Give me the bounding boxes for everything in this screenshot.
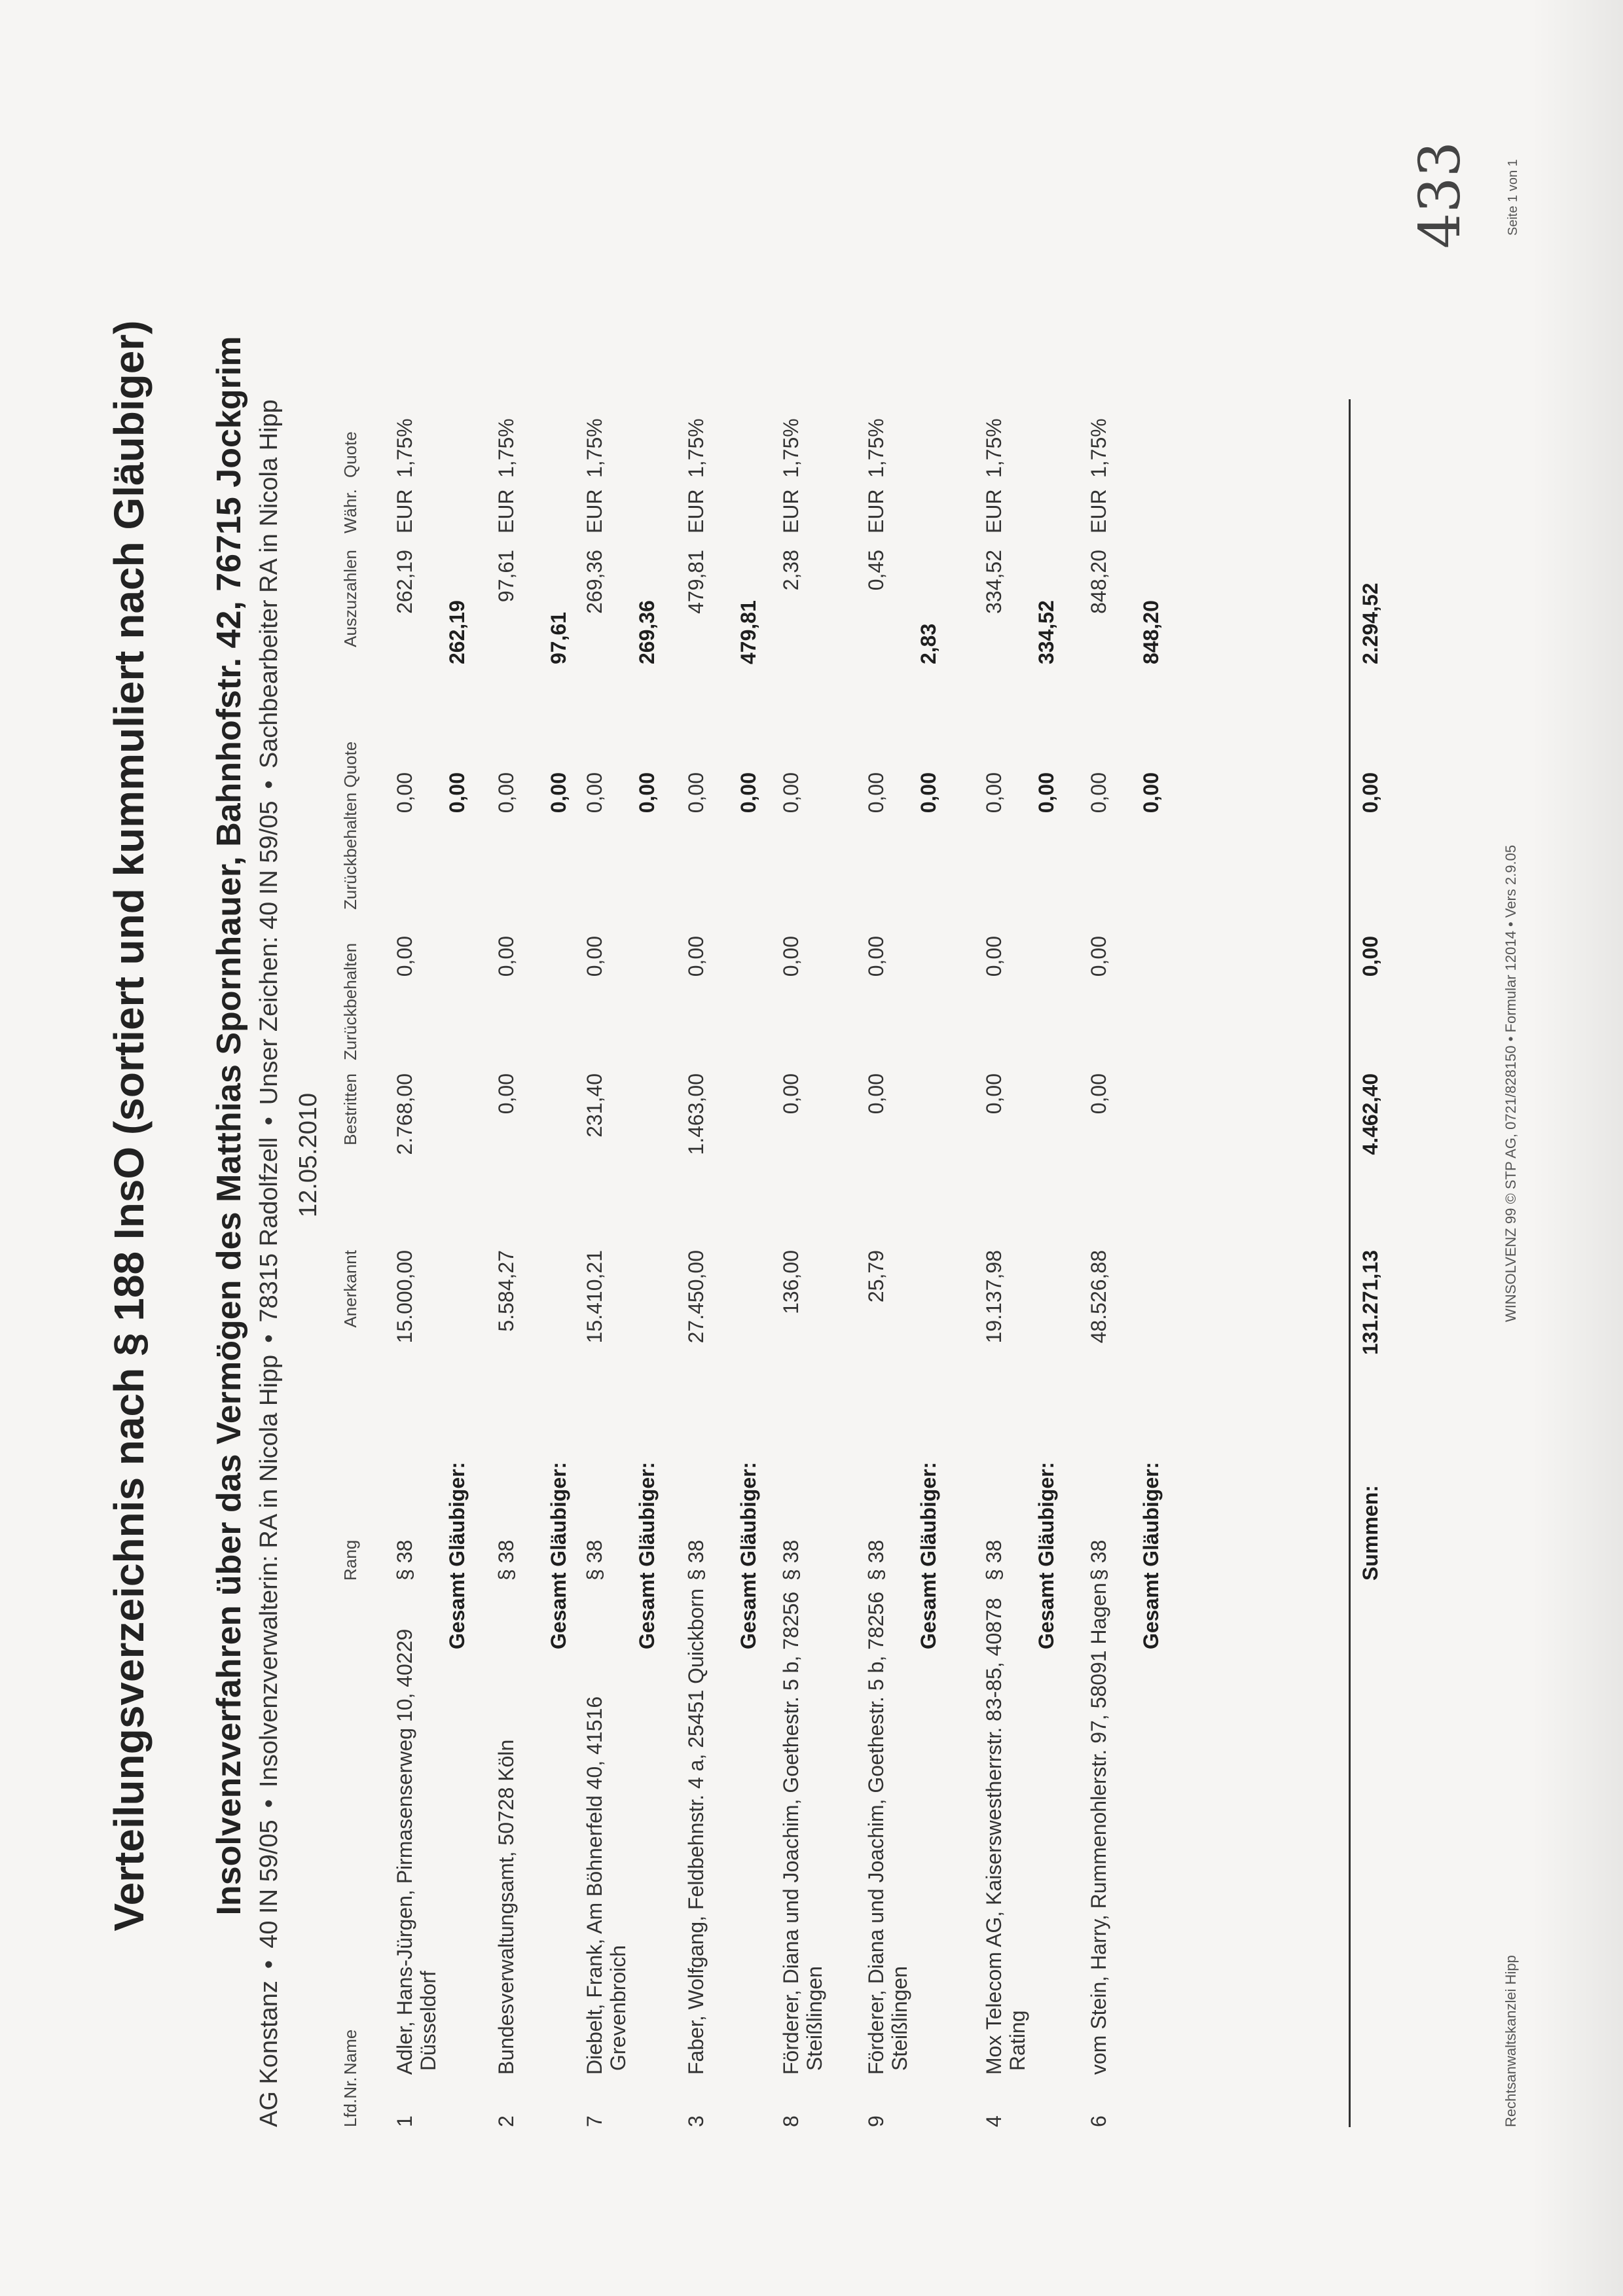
header-quote: Quote <box>340 431 360 478</box>
row-number: 2 <box>494 2115 518 2127</box>
auszuzahlen-value: 848,20 <box>1087 550 1110 614</box>
creditor-city: Düsseldorf <box>416 1971 440 2071</box>
quote-value: 1,75% <box>982 418 1006 478</box>
header-name: Name <box>340 2029 360 2075</box>
case-number: 40 IN 59/05 <box>255 1820 283 1948</box>
creditor-total-auszuzahlen: 848,20 <box>1139 600 1163 664</box>
quote-value: 1,75% <box>684 418 708 478</box>
quote-value: 1,75% <box>583 418 606 478</box>
creditor-total-quote: 0,00 <box>635 772 659 814</box>
anerkannt-value: 25,79 <box>864 1250 888 1303</box>
row-number: 8 <box>779 2115 803 2127</box>
anerkannt-value: 27.450,00 <box>684 1250 708 1344</box>
zurueckbehalten-value: 0,00 <box>583 936 606 977</box>
header-bestritten: Bestritten <box>340 1073 360 1145</box>
row-number: 1 <box>393 2115 416 2127</box>
zurueckbehalten-quote-value: 0,00 <box>1087 772 1110 814</box>
zurueckbehalten-value: 0,00 <box>864 936 888 977</box>
creditor-name: Mox Telecom AG, Kaiserswestherrstr. 83-85, 40878 <box>982 1598 1006 2075</box>
header-lfd: Lfd.Nr. <box>340 2077 360 2127</box>
zurueckbehalten-quote-value: 0,00 <box>583 772 606 814</box>
creditor-total-quote: 0,00 <box>917 772 940 814</box>
zurueckbehalten-value: 0,00 <box>779 936 803 977</box>
sum-zurueckbehalten-quote: 0,00 <box>1359 772 1382 814</box>
header-rang: Rang <box>340 1539 360 1581</box>
zurueckbehalten-quote-value: 0,00 <box>864 772 888 814</box>
creditor-total-label: Gesamt Gläubiger: <box>445 1462 469 1649</box>
bestritten-value: 0,00 <box>864 1073 888 1115</box>
creditor-total-auszuzahlen: 479,81 <box>737 600 760 664</box>
rank: § 38 <box>1087 1539 1110 1581</box>
creditor-name: Förderer, Diana und Joachim, Goethestr. 5 b, 78256 <box>779 1591 803 2075</box>
document-subtitle: Insolvenzverfahren über das Vermögen des Matthias Spornhauer, Bahnhofstr. 42, 76715 Jockgrim <box>210 336 248 1916</box>
creditor-city: Grevenbroich <box>606 1945 630 2071</box>
auszuzahlen-value: 2,38 <box>779 550 803 591</box>
handwritten-page-number: 433 <box>1408 141 1473 249</box>
creditor-total-auszuzahlen: 262,19 <box>445 600 469 664</box>
anerkannt-value: 15.410,21 <box>583 1250 606 1344</box>
quote-value: 1,75% <box>1087 418 1110 478</box>
currency: EUR <box>583 489 606 533</box>
row-number: 9 <box>864 2115 888 2127</box>
bestritten-value: 2.768,00 <box>393 1073 416 1155</box>
creditor-total-auszuzahlen: 2,83 <box>917 623 940 664</box>
rank: § 38 <box>779 1539 803 1581</box>
creditor-total-label: Gesamt Gläubiger: <box>1139 1462 1163 1649</box>
rank: § 38 <box>864 1539 888 1581</box>
creditor-total-auszuzahlen: 334,52 <box>1034 600 1058 664</box>
currency: EUR <box>684 489 708 533</box>
currency: EUR <box>494 489 518 533</box>
clerk: Sachbearbeiter RA in Nicola Hipp <box>255 399 283 769</box>
rotated-page <box>39 13 1545 2238</box>
rank: § 38 <box>494 1539 518 1581</box>
currency: EUR <box>393 489 416 533</box>
address: 78315 Radolfzell <box>255 1137 283 1323</box>
header-auszuzahlen: Auszuzahlen <box>340 550 360 647</box>
row-number: 7 <box>583 2115 606 2127</box>
auszuzahlen-value: 269,36 <box>583 550 606 614</box>
anerkannt-value: 136,00 <box>779 1250 803 1314</box>
creditor-city: Rating <box>1006 2010 1029 2071</box>
creditor-total-label: Gesamt Gläubiger: <box>737 1462 760 1649</box>
administrator: Insolvenzverwalterin: RA in Nicola Hipp <box>255 1354 283 1787</box>
bestritten-value: 0,00 <box>1087 1073 1110 1115</box>
auszuzahlen-value: 334,52 <box>982 550 1006 614</box>
currency: EUR <box>1087 489 1110 533</box>
quote-value: 1,75% <box>864 418 888 478</box>
creditor-name: Diebelt, Frank, Am Böhnerfeld 40, 41516 <box>583 1696 606 2075</box>
bestritten-value: 231,40 <box>583 1073 606 1138</box>
sum-rule <box>1349 399 1351 2127</box>
creditor-total-quote: 0,00 <box>1034 772 1058 814</box>
creditor-name: vom Stein, Harry, Rummenohlerstr. 97, 58091 Hagen <box>1087 1583 1110 2075</box>
rank: § 38 <box>393 1539 416 1581</box>
header-anerkannt: Anerkannt <box>340 1250 360 1328</box>
document-date: 12.05.2010 <box>295 1092 322 1217</box>
currency: EUR <box>779 489 803 533</box>
currency: EUR <box>982 489 1006 533</box>
creditor-name: Faber, Wolfgang, Feldbehnstr. 4 a, 25451 Quickborn <box>684 1588 708 2075</box>
sum-zurueckbehalten: 0,00 <box>1359 936 1382 977</box>
zurueckbehalten-quote-value: 0,00 <box>982 772 1006 814</box>
bullet: • <box>255 1117 283 1126</box>
zurueckbehalten-quote-value: 0,00 <box>494 772 518 814</box>
auszuzahlen-value: 479,81 <box>684 550 708 614</box>
bullet: • <box>255 1799 283 1808</box>
bullet: • <box>255 1960 283 1969</box>
sums-label: Summen: <box>1359 1485 1382 1581</box>
creditor-total-quote: 0,00 <box>737 772 760 814</box>
page-indicator: Seite 1 von 1 <box>1506 159 1520 236</box>
creditor-total-auszuzahlen: 269,36 <box>635 600 659 664</box>
header-zurueckbehalten-quote: Zurückbehalten Quote <box>340 741 360 910</box>
rank: § 38 <box>982 1539 1006 1581</box>
document-title: Verteilungsverzeichnis nach § 188 InsO (sortiert und kummuliert nach Gläubiger) <box>105 320 153 1931</box>
creditor-name: Bundesverwaltungsamt, 50728 Köln <box>494 1739 518 2075</box>
anerkannt-value: 19.137,98 <box>982 1250 1006 1344</box>
auszuzahlen-value: 0,45 <box>864 550 888 591</box>
bullet: • <box>255 780 283 789</box>
zurueckbehalten-value: 0,00 <box>1087 936 1110 977</box>
scan-shadow <box>1531 0 1623 2296</box>
rank: § 38 <box>583 1539 606 1581</box>
reference: Unser Zeichen: 40 IN 59/05 <box>255 800 283 1105</box>
auszuzahlen-value: 262,19 <box>393 550 416 614</box>
header-zurueckbehalten: Zurückbehalten <box>340 942 360 1060</box>
row-number: 6 <box>1087 2115 1110 2127</box>
footer-firm: Rechtsanwaltskanzlei Hipp <box>1503 1955 1519 2127</box>
creditor-city: Steißlingen <box>888 1965 911 2071</box>
zurueckbehalten-quote-value: 0,00 <box>779 772 803 814</box>
zurueckbehalten-quote-value: 0,00 <box>684 772 708 814</box>
quote-value: 1,75% <box>779 418 803 478</box>
auszuzahlen-value: 97,61 <box>494 550 518 603</box>
quote-value: 1,75% <box>393 418 416 478</box>
creditor-total-label: Gesamt Gläubiger: <box>917 1462 940 1649</box>
header-waehrung: Währ. <box>340 489 360 533</box>
footer-software: WINSOLVENZ 99 © STP AG, 0721/828150 • Formular 12014 • Vers 2.9.05 <box>1503 844 1519 1322</box>
creditor-city: Steißlingen <box>803 1965 826 2071</box>
creditor-total-label: Gesamt Gläubiger: <box>635 1462 659 1649</box>
creditor-total-auszuzahlen: 97,61 <box>547 611 570 664</box>
zurueckbehalten-value: 0,00 <box>393 936 416 977</box>
sum-bestritten: 4.462,40 <box>1359 1073 1382 1155</box>
bestritten-value: 0,00 <box>494 1073 518 1115</box>
creditor-name: Adler, Hans-Jürgen, Pirmasenserweg 10, 40229 <box>393 1628 416 2075</box>
creditor-total-quote: 0,00 <box>1139 772 1163 814</box>
row-number: 3 <box>684 2115 708 2127</box>
creditor-name: Förderer, Diana und Joachim, Goethestr. 5 b, 78256 <box>864 1591 888 2075</box>
sum-auszuzahlen: 2.294,52 <box>1359 583 1382 664</box>
sum-anerkannt: 131.271,13 <box>1359 1250 1382 1355</box>
bestritten-value: 0,00 <box>779 1073 803 1115</box>
row-number: 4 <box>982 2115 1006 2127</box>
anerkannt-value: 5.584,27 <box>494 1250 518 1332</box>
bestritten-value: 1.463,00 <box>684 1073 708 1155</box>
creditor-total-label: Gesamt Gläubiger: <box>547 1462 570 1649</box>
court: AG Konstanz <box>255 1981 283 2127</box>
anerkannt-value: 15.000,00 <box>393 1250 416 1344</box>
zurueckbehalten-value: 0,00 <box>684 936 708 977</box>
zurueckbehalten-quote-value: 0,00 <box>393 772 416 814</box>
zurueckbehalten-value: 0,00 <box>982 936 1006 977</box>
zurueckbehalten-value: 0,00 <box>494 936 518 977</box>
creditor-total-quote: 0,00 <box>547 772 570 814</box>
creditor-total-quote: 0,00 <box>445 772 469 814</box>
bullet: • <box>255 1334 283 1343</box>
currency: EUR <box>864 489 888 533</box>
creditor-total-label: Gesamt Gläubiger: <box>1034 1462 1058 1649</box>
rank: § 38 <box>684 1539 708 1581</box>
anerkannt-value: 48.526,88 <box>1087 1250 1110 1344</box>
quote-value: 1,75% <box>494 418 518 478</box>
bestritten-value: 0,00 <box>982 1073 1006 1115</box>
case-meta-line <box>255 399 283 2127</box>
